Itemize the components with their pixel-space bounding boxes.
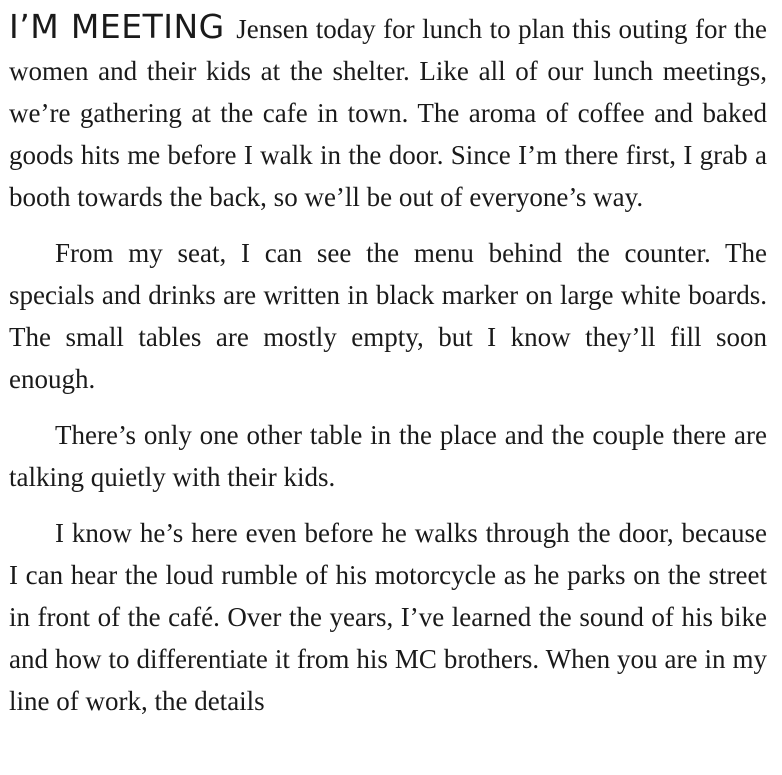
paragraph-2: From my seat, I can see the menu behind the counter. The specials and drinks are written in black marker on large white boards. The small tables are mostly empty, but I know they’ll fill soon enough. [9,238,767,394]
book-page [9,6,767,736]
paragraph-1 [9,6,767,218]
paragraph-4: I know he’s here even before he walks through the door, because I can hear the loud rumble of his motorcycle as he parks on the street in front of the café. Over the years, I’ve learned the sound of his bike and how to differentiate it from his MC brothers. When you are in my line of work, the details [9,518,767,716]
paragraph-3: There’s only one other table in the place and the couple there are talking quietly with their kids. [9,420,767,492]
chapter-lead-in: I’M MEETING [9,7,225,46]
paragraph-1-text: Jensen today for lunch to plan this outing for the women and their kids at the shelter. Like all of our lunch meetings, we’re gathering at the cafe in town. The aroma of coffee and baked goods hits me before I walk in the door. Since I’m there first, I grab a booth towards the back, so we’ll be out of everyone’s way. [9,14,767,212]
